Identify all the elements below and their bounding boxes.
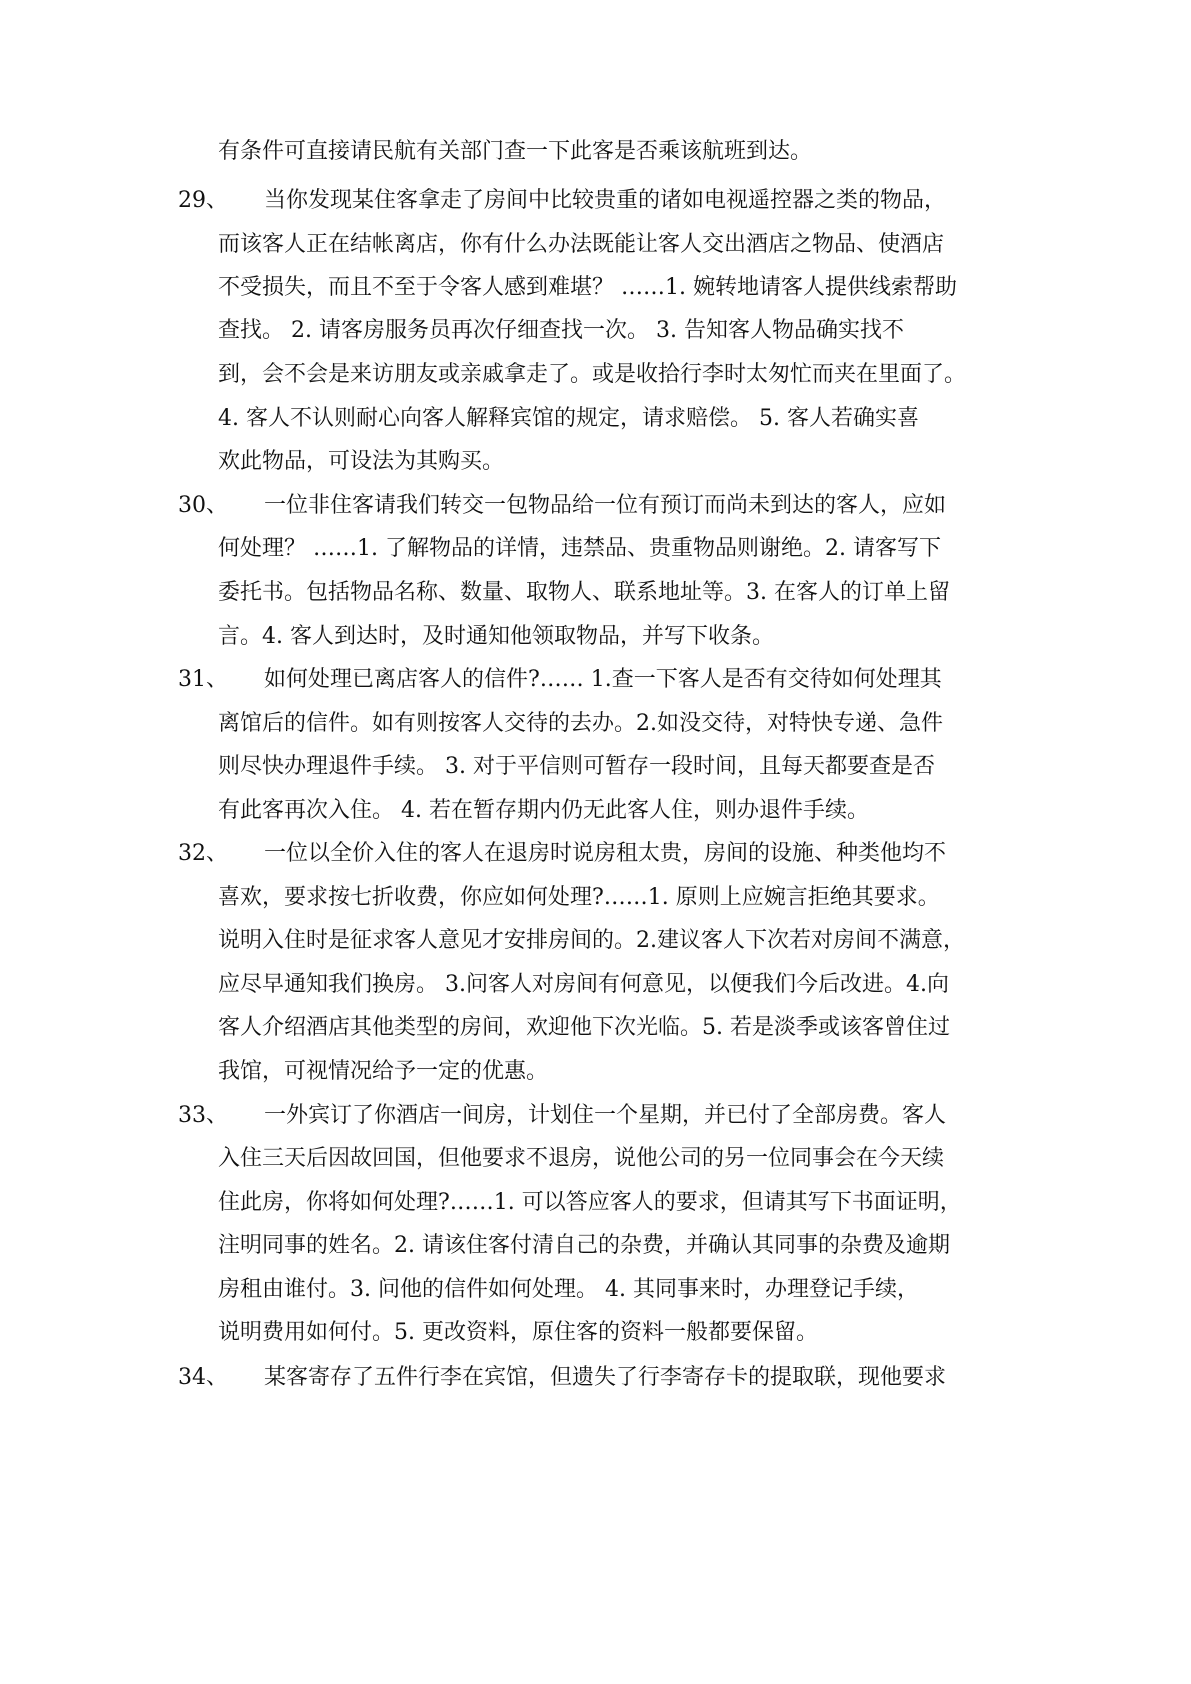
item-text-line: 何处理？ ……1. 了解物品的详情，违禁品、贵重物品则谢绝。2. 请客写下: [218, 536, 941, 561]
item-text-line: 住此房，你将如何处理?……1. 可以答应客人的要求，但请其写下书面证明，: [218, 1190, 962, 1215]
item-text-line: 喜欢，要求按七折收费，你应如何处理?……1. 原则上应婉言拒绝其要求。: [218, 885, 940, 910]
item-text-line: 一外宾订了你酒店一间房，计划住一个星期，并已付了全部房费。客人: [264, 1103, 947, 1128]
item-text-line: 当你发现某住客拿走了房间中比较贵重的诸如电视遥控器之类的物品，: [264, 188, 947, 213]
item-text-line: 有此客再次入住。 4. 若在暂存期内仍无此客人住，则办退件手续。: [218, 798, 869, 823]
item-text-line: 4. 客人不认则耐心向客人解释宾馆的规定，请求赔偿。 5. 客人若确实喜: [218, 406, 919, 431]
item-text-line: 离馆后的信件。如有则按客人交待的去办。2.如没交待，对特快专递、急件: [218, 711, 943, 736]
item-text-line: 不受损失，而且不至于令客人感到难堪？ ……1. 婉转地请客人提供线索帮助: [218, 275, 957, 300]
item-text-line: 查找。 2. 请客房服务员再次仔细查找一次。 3. 告知客人物品确实找不: [218, 318, 904, 343]
item-text-line: 应尽早通知我们换房。 3.问客人对房间有何意见，以便我们今后改进。4.向: [218, 972, 949, 997]
item-text-line: 一位非住客请我们转交一包物品给一位有预订而尚未到达的客人，应如: [264, 493, 947, 518]
item-text-line: 入住三天后因故回国，但他要求不退房，说他公司的另一位同事会在今天续: [218, 1146, 945, 1171]
item-number: 32、: [178, 841, 228, 866]
item-text-line: 而该客人正在结帐离店，你有什么办法既能让客人交出酒店之物品、使酒店: [218, 232, 945, 257]
item-text-line: 欢此物品，可设法为其购买。: [218, 449, 505, 474]
item-number: 31、: [178, 667, 228, 692]
item-text-line: 我馆，可视情况给予一定的优惠。: [218, 1059, 549, 1084]
item-text-line: 注明同事的姓名。2. 请该住客付清自己的杂费，并确认其同事的杂费及逾期: [218, 1233, 950, 1258]
item-number: 33、: [178, 1103, 228, 1128]
item-text-line: 如何处理已离店客人的信件?…… 1.查一下客人是否有交待如何处理其: [264, 667, 942, 692]
item-text-line: 一位以全价入住的客人在退房时说房租太贵，房间的设施、种类他均不: [264, 841, 947, 866]
item-text-line: 说明入住时是征求客人意见才安排房间的。2.建议客人下次若对房间不满意，: [218, 928, 965, 953]
item-number: 34、: [178, 1365, 228, 1390]
item-text-line: 言。4. 客人到达时，及时通知他领取物品，并写下收条。: [218, 624, 774, 649]
item-text-line: 某客寄存了五件行李在宾馆，但遗失了行李寄存卡的提取联，现他要求: [264, 1365, 947, 1390]
item-text-line: 客人介绍酒店其他类型的房间，欢迎他下次光临。5. 若是淡季或该客曾住过: [218, 1015, 950, 1040]
item-text-line: 则尽快办理退件手续。 3. 对于平信则可暂存一段时间，且每天都要查是否: [218, 754, 935, 779]
item-text-line: 到，会不会是来访朋友或亲戚拿走了。或是收拾行李时太匆忙而夹在里面了。: [218, 362, 967, 387]
item-text-line: 委托书。包括物品名称、数量、取物人、联系地址等。3. 在客人的订单上留: [218, 580, 950, 605]
item-number: 29、: [178, 188, 228, 213]
item-number: 30、: [178, 493, 228, 518]
item-text-line: 说明费用如何付。5. 更改资料，原住客的资料一般都要保留。: [218, 1320, 818, 1345]
item-text-line: 房租由谁付。3. 问他的信件如何处理。 4. 其同事来时，办理登记手续，: [218, 1277, 919, 1302]
intro-line: 有条件可直接请民航有关部门查一下此客是否乘该航班到达。: [218, 139, 813, 164]
